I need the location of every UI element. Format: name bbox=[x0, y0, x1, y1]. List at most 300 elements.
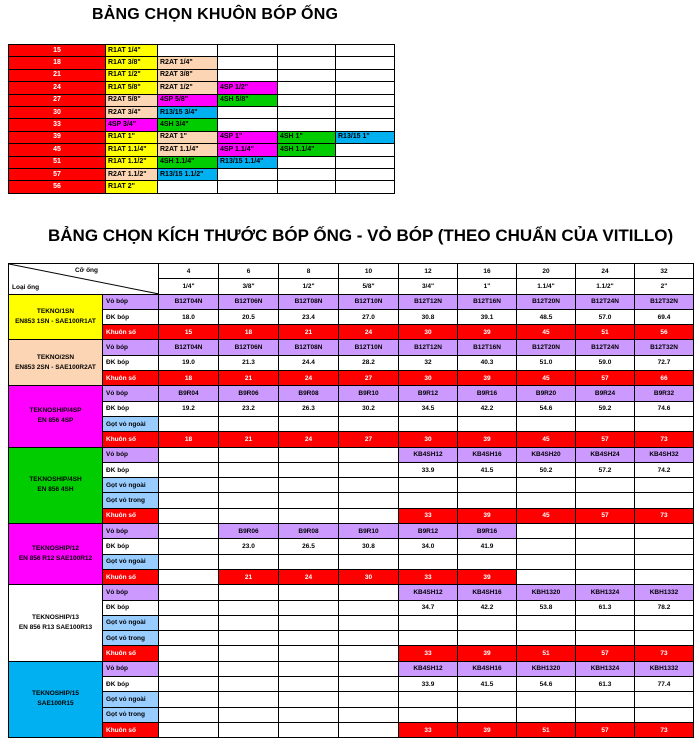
spec-label: Gọt vỏ trong bbox=[103, 707, 159, 722]
spec-value-cell bbox=[517, 478, 576, 493]
hose-group-name: TEKNO/1SN EN853 1SN - SAE100R1AT bbox=[9, 294, 103, 340]
spec-value-cell bbox=[576, 569, 635, 584]
spec-row bbox=[9, 462, 694, 477]
spec-value-cell: 21 bbox=[219, 569, 279, 584]
spec-value-cell bbox=[339, 646, 399, 661]
spec-value-cell: B12T20N bbox=[517, 340, 576, 355]
hose-type-cell: R1AT 1/2" bbox=[106, 69, 158, 81]
spec-value-cell bbox=[399, 692, 458, 707]
spec-row bbox=[9, 340, 694, 355]
spec-value-cell: 39 bbox=[458, 325, 517, 340]
spec-value-cell bbox=[159, 615, 219, 630]
spec-value-cell: KB4SH24 bbox=[576, 447, 635, 462]
spec-value-cell: 72.7 bbox=[635, 355, 694, 370]
spec-row bbox=[9, 692, 694, 707]
hose-type-cell: R2AT 5/8" bbox=[106, 94, 158, 106]
hose-group-name: TEKNOSHIP/12 EN 856 R12 SAE100R12 bbox=[9, 524, 103, 585]
spec-value-cell: B9R16 bbox=[458, 524, 517, 539]
spec-value-cell: 42.2 bbox=[458, 401, 517, 416]
spec-value-cell: 57.0 bbox=[576, 309, 635, 324]
spec-value-cell bbox=[159, 677, 219, 692]
spec-value-cell: KBH1324 bbox=[576, 661, 635, 676]
spec-value-cell: 57 bbox=[576, 722, 635, 737]
spec-value-cell bbox=[159, 447, 219, 462]
spec-value-cell: 78.2 bbox=[635, 600, 694, 615]
hose-type-cell: 4SH 1.1/4" bbox=[278, 144, 336, 156]
hose-type-cell bbox=[158, 45, 218, 57]
spec-value-cell bbox=[339, 631, 399, 646]
hose-type-cell bbox=[278, 156, 336, 168]
spec-row bbox=[9, 478, 694, 493]
spec-value-cell: 54.6 bbox=[517, 677, 576, 692]
spec-value-cell bbox=[339, 447, 399, 462]
spec-value-cell: B12T32N bbox=[635, 294, 694, 309]
spec-value-cell: 45 bbox=[517, 371, 576, 386]
spec-value-cell bbox=[339, 478, 399, 493]
spec-value-cell bbox=[635, 569, 694, 584]
spec-value-cell bbox=[458, 615, 517, 630]
spec-value-cell: B9R12 bbox=[399, 524, 458, 539]
spec-value-cell: B12T08N bbox=[279, 340, 339, 355]
spec-value-cell bbox=[219, 692, 279, 707]
spec-label: Gọt vỏ trong bbox=[103, 631, 159, 646]
hose-type-cell: R1AT 1" bbox=[106, 131, 158, 143]
hose-type-cell bbox=[336, 156, 395, 168]
spec-value-cell bbox=[219, 707, 279, 722]
spec-row bbox=[9, 386, 694, 401]
spec-value-cell: B12T10N bbox=[339, 340, 399, 355]
spec-value-cell bbox=[339, 493, 399, 508]
spec-value-cell bbox=[279, 631, 339, 646]
spec-value-cell bbox=[339, 615, 399, 630]
spec-value-cell bbox=[517, 416, 576, 431]
spec-value-cell: 33 bbox=[399, 569, 458, 584]
hose-type-cell bbox=[278, 119, 336, 131]
spec-value-cell: KB4SH12 bbox=[399, 661, 458, 676]
spec-value-cell bbox=[517, 631, 576, 646]
spec-value-cell bbox=[458, 493, 517, 508]
hose-type-cell: 4SH 3/4" bbox=[158, 119, 218, 131]
spec-row bbox=[9, 569, 694, 584]
spec-value-cell bbox=[635, 416, 694, 431]
size-number-header: 32 bbox=[635, 264, 694, 279]
hose-type-cell bbox=[336, 106, 395, 118]
spec-value-cell: KBH1332 bbox=[635, 585, 694, 600]
spec-value-cell bbox=[635, 478, 694, 493]
die-size-cell: 45 bbox=[9, 144, 106, 156]
spec-value-cell: 28.2 bbox=[339, 355, 399, 370]
hose-type-cell bbox=[218, 69, 278, 81]
spec-label: ĐK bóp bbox=[103, 309, 159, 324]
spec-value-cell: B9R32 bbox=[635, 386, 694, 401]
spec-value-cell bbox=[517, 493, 576, 508]
spec-value-cell: 21 bbox=[219, 432, 279, 447]
die-table-row bbox=[9, 106, 395, 118]
spec-label: Gọt vỏ ngoài bbox=[103, 416, 159, 431]
spec-value-cell: 61.3 bbox=[576, 600, 635, 615]
spec-value-cell bbox=[517, 569, 576, 584]
die-size-cell: 33 bbox=[9, 119, 106, 131]
spec-value-cell bbox=[159, 707, 219, 722]
spec-value-cell: 57 bbox=[576, 508, 635, 523]
spec-row bbox=[9, 371, 694, 386]
spec-value-cell bbox=[576, 631, 635, 646]
spec-value-cell: 27 bbox=[339, 432, 399, 447]
die-table-title: BẢNG CHỌN KHUÔN BÓP ỐNG bbox=[92, 6, 339, 23]
size-number-header: 4 bbox=[159, 264, 219, 279]
spec-value-cell: 24 bbox=[279, 432, 339, 447]
spec-value-cell bbox=[399, 478, 458, 493]
hose-type-cell: 4SH 1.1/4" bbox=[158, 156, 218, 168]
spec-label: Vỏ bóp bbox=[103, 447, 159, 462]
spec-value-cell bbox=[576, 416, 635, 431]
spec-value-cell: KBH1332 bbox=[635, 661, 694, 676]
hose-type-cell: R2AT 1.1/2" bbox=[106, 168, 158, 180]
spec-value-cell: B12T06N bbox=[219, 294, 279, 309]
spec-value-cell: 56 bbox=[635, 325, 694, 340]
spec-value-cell: KB4SH16 bbox=[458, 661, 517, 676]
spec-value-cell bbox=[219, 677, 279, 692]
die-size-cell: 39 bbox=[9, 131, 106, 143]
die-size-cell: 15 bbox=[9, 45, 106, 57]
hose-type-cell: R2AT 3/4" bbox=[106, 106, 158, 118]
spec-value-cell bbox=[576, 539, 635, 554]
spec-value-cell: 45 bbox=[517, 325, 576, 340]
hose-type-cell bbox=[158, 181, 218, 193]
spec-value-cell: 39 bbox=[458, 432, 517, 447]
spec-value-cell bbox=[339, 722, 399, 737]
spec-value-cell bbox=[219, 631, 279, 646]
size-inch-header: 1/2" bbox=[279, 279, 339, 294]
spec-value-cell: 51 bbox=[517, 722, 576, 737]
spec-value-cell bbox=[279, 508, 339, 523]
spec-value-cell: B12T12N bbox=[399, 340, 458, 355]
hose-type-cell: R1AT 1/4" bbox=[106, 45, 158, 57]
spec-value-cell: 48.5 bbox=[517, 309, 576, 324]
spec-value-cell: B9R12 bbox=[399, 386, 458, 401]
spec-value-cell: 74.6 bbox=[635, 401, 694, 416]
spec-value-cell bbox=[159, 524, 219, 539]
size-number-header: 20 bbox=[517, 264, 576, 279]
hose-type-cell: R13/15 1.1/4" bbox=[218, 156, 278, 168]
hose-type-cell bbox=[336, 82, 395, 94]
spec-value-cell: 24 bbox=[339, 325, 399, 340]
spec-value-cell: 27.0 bbox=[339, 309, 399, 324]
spec-row bbox=[9, 493, 694, 508]
hose-group-name: TEKNOSHIP/15 SAE100R15 bbox=[9, 661, 103, 737]
spec-value-cell: B12T12N bbox=[399, 294, 458, 309]
spec-value-cell bbox=[219, 554, 279, 569]
spec-value-cell bbox=[219, 646, 279, 661]
die-table-row bbox=[9, 82, 395, 94]
spec-value-cell: 51 bbox=[576, 325, 635, 340]
spec-label: ĐK bóp bbox=[103, 677, 159, 692]
size-inch-header: 2" bbox=[635, 279, 694, 294]
spec-row bbox=[9, 447, 694, 462]
spec-value-cell bbox=[279, 585, 339, 600]
hose-type-cell bbox=[336, 94, 395, 106]
spec-value-cell bbox=[399, 554, 458, 569]
spec-value-cell: B12T16N bbox=[458, 340, 517, 355]
hose-group-name: TEKNOSHIP/4SP EN 856 4SP bbox=[9, 386, 103, 447]
spec-value-cell bbox=[399, 416, 458, 431]
spec-value-cell bbox=[458, 554, 517, 569]
die-table-row bbox=[9, 69, 395, 81]
spec-value-cell: B9R10 bbox=[339, 524, 399, 539]
spec-value-cell bbox=[159, 661, 219, 676]
spec-value-cell: 19.0 bbox=[159, 355, 219, 370]
die-size-cell: 18 bbox=[9, 57, 106, 69]
spec-value-cell bbox=[279, 493, 339, 508]
spec-value-cell: 30 bbox=[399, 325, 458, 340]
spec-row bbox=[9, 416, 694, 431]
spec-label: Gọt vỏ ngoài bbox=[103, 692, 159, 707]
hose-type-cell: R2AT 3/8" bbox=[158, 69, 218, 81]
spec-value-cell bbox=[458, 416, 517, 431]
spec-value-cell: KB4SH12 bbox=[399, 585, 458, 600]
spec-value-cell bbox=[399, 707, 458, 722]
spec-value-cell: 18 bbox=[159, 371, 219, 386]
hose-type-cell: 4SP 3/4" bbox=[106, 119, 158, 131]
spec-value-cell: 30.8 bbox=[339, 539, 399, 554]
spec-value-cell bbox=[339, 508, 399, 523]
spec-label: Gọt vỏ trong bbox=[103, 493, 159, 508]
spec-value-cell bbox=[219, 462, 279, 477]
spec-label: Khuôn số bbox=[103, 432, 159, 447]
col-label: Cỡ ống bbox=[74, 267, 98, 274]
spec-value-cell: 21 bbox=[219, 371, 279, 386]
hose-type-cell: R1AT 5/8" bbox=[106, 82, 158, 94]
hose-type-cell bbox=[278, 181, 336, 193]
spec-value-cell bbox=[279, 447, 339, 462]
spec-value-cell: 59.2 bbox=[576, 401, 635, 416]
spec-value-cell: B9R24 bbox=[576, 386, 635, 401]
hose-type-cell bbox=[218, 45, 278, 57]
hose-type-cell: R13/15 1.1/2" bbox=[158, 168, 218, 180]
spec-value-cell: 33 bbox=[399, 508, 458, 523]
spec-value-cell: 30 bbox=[399, 432, 458, 447]
spec-value-cell bbox=[339, 416, 399, 431]
spec-value-cell: B9R08 bbox=[279, 386, 339, 401]
spec-value-cell: 50.2 bbox=[517, 462, 576, 477]
spec-value-cell bbox=[279, 692, 339, 707]
spec-label: Vỏ bóp bbox=[103, 340, 159, 355]
die-table-row bbox=[9, 181, 395, 193]
hose-type-cell bbox=[278, 69, 336, 81]
spec-value-cell: 45 bbox=[517, 508, 576, 523]
spec-value-cell bbox=[279, 661, 339, 676]
spec-value-cell bbox=[159, 722, 219, 737]
spec-value-cell bbox=[219, 585, 279, 600]
spec-value-cell bbox=[279, 722, 339, 737]
die-size-cell: 30 bbox=[9, 106, 106, 118]
spec-value-cell: 18.0 bbox=[159, 309, 219, 324]
spec-value-cell: KB4SH12 bbox=[399, 447, 458, 462]
spec-value-cell bbox=[458, 478, 517, 493]
die-table-row bbox=[9, 94, 395, 106]
spec-value-cell: 30.8 bbox=[399, 309, 458, 324]
spec-value-cell bbox=[399, 615, 458, 630]
size-inch-header: 3/4" bbox=[399, 279, 458, 294]
hose-type-cell bbox=[336, 144, 395, 156]
spec-value-cell: 26.5 bbox=[279, 539, 339, 554]
hose-type-cell: R1AT 1.1/4" bbox=[106, 144, 158, 156]
spec-value-cell: 33 bbox=[399, 646, 458, 661]
spec-value-cell bbox=[279, 462, 339, 477]
spec-value-cell bbox=[635, 524, 694, 539]
spec-value-cell bbox=[458, 692, 517, 707]
hose-type-cell bbox=[278, 106, 336, 118]
spec-value-cell: 77.4 bbox=[635, 677, 694, 692]
spec-label: ĐK bóp bbox=[103, 539, 159, 554]
hose-type-cell: 4SP 1" bbox=[218, 131, 278, 143]
spec-value-cell: 39 bbox=[458, 722, 517, 737]
spec-label: Khuôn số bbox=[103, 722, 159, 737]
die-size-cell: 24 bbox=[9, 82, 106, 94]
spec-value-cell bbox=[576, 707, 635, 722]
spec-value-cell bbox=[339, 707, 399, 722]
spec-row bbox=[9, 661, 694, 676]
spec-value-cell: 41.9 bbox=[458, 539, 517, 554]
spec-value-cell: 34.5 bbox=[399, 401, 458, 416]
spec-value-cell: B9R04 bbox=[159, 386, 219, 401]
spec-value-cell bbox=[339, 692, 399, 707]
spec-label: Vỏ bóp bbox=[103, 386, 159, 401]
spec-value-cell bbox=[219, 493, 279, 508]
spec-value-cell: 51 bbox=[517, 646, 576, 661]
spec-value-cell bbox=[517, 692, 576, 707]
spec-value-cell: B12T06N bbox=[219, 340, 279, 355]
spec-row bbox=[9, 294, 694, 309]
spec-value-cell: 53.8 bbox=[517, 600, 576, 615]
hose-type-cell: R1AT 3/8" bbox=[106, 57, 158, 69]
spec-value-cell bbox=[399, 631, 458, 646]
hose-type-cell: 4SH 5/8" bbox=[218, 94, 278, 106]
spec-value-cell: 61.3 bbox=[576, 677, 635, 692]
spec-row bbox=[9, 722, 694, 737]
spec-label: Gọt vỏ ngoài bbox=[103, 615, 159, 630]
spec-label: ĐK bóp bbox=[103, 462, 159, 477]
spec-value-cell bbox=[279, 646, 339, 661]
spec-value-cell: 73 bbox=[635, 432, 694, 447]
spec-value-cell: 33.9 bbox=[399, 462, 458, 477]
spec-value-cell: 66 bbox=[635, 371, 694, 386]
spec-value-cell bbox=[159, 600, 219, 615]
spec-value-cell: 74.2 bbox=[635, 462, 694, 477]
spec-value-cell bbox=[279, 677, 339, 692]
hose-type-cell bbox=[336, 45, 395, 57]
spec-value-cell: KBH1320 bbox=[517, 585, 576, 600]
spec-value-cell bbox=[517, 615, 576, 630]
spec-value-cell bbox=[576, 692, 635, 707]
size-number-header: 12 bbox=[399, 264, 458, 279]
spec-value-cell: KBH1324 bbox=[576, 585, 635, 600]
spec-value-cell bbox=[399, 493, 458, 508]
spec-value-cell bbox=[159, 554, 219, 569]
spec-label: ĐK bóp bbox=[103, 600, 159, 615]
spec-row bbox=[9, 646, 694, 661]
spec-value-cell bbox=[458, 707, 517, 722]
spec-value-cell bbox=[279, 615, 339, 630]
spec-value-cell: 57 bbox=[576, 432, 635, 447]
spec-value-cell bbox=[635, 615, 694, 630]
size-number-header: 24 bbox=[576, 264, 635, 279]
hose-type-cell: R2AT 1" bbox=[158, 131, 218, 143]
spec-value-cell bbox=[159, 631, 219, 646]
spec-value-cell: B12T04N bbox=[159, 340, 219, 355]
hose-group-name: TEKNO/2SN EN853 2SN - SAE100R2AT bbox=[9, 340, 103, 386]
spec-label: ĐK bóp bbox=[103, 355, 159, 370]
spec-label: Gọt vỏ ngoài bbox=[103, 478, 159, 493]
spec-value-cell bbox=[279, 478, 339, 493]
spec-value-cell: B9R16 bbox=[458, 386, 517, 401]
spec-value-cell: 57 bbox=[576, 646, 635, 661]
spec-value-cell bbox=[339, 661, 399, 676]
spec-value-cell bbox=[576, 554, 635, 569]
spec-value-cell bbox=[517, 524, 576, 539]
spec-label: Vỏ bóp bbox=[103, 661, 159, 676]
spec-row bbox=[9, 615, 694, 630]
spec-value-cell bbox=[219, 600, 279, 615]
spec-label: Vỏ bóp bbox=[103, 585, 159, 600]
spec-value-cell bbox=[517, 539, 576, 554]
spec-value-cell bbox=[219, 447, 279, 462]
die-table-row bbox=[9, 156, 395, 168]
spec-value-cell: 34.0 bbox=[399, 539, 458, 554]
spec-value-cell bbox=[159, 569, 219, 584]
hose-type-cell bbox=[278, 45, 336, 57]
spec-value-cell: B9R10 bbox=[339, 386, 399, 401]
spec-value-cell: 57 bbox=[576, 371, 635, 386]
spec-value-cell: B12T04N bbox=[159, 294, 219, 309]
spec-value-cell: 59.0 bbox=[576, 355, 635, 370]
row-label: Loại ống bbox=[12, 283, 40, 291]
header-corner bbox=[9, 264, 159, 295]
spec-value-cell bbox=[219, 722, 279, 737]
spec-value-cell: 27 bbox=[339, 371, 399, 386]
spec-value-cell: KB4SH16 bbox=[458, 585, 517, 600]
spec-label: Khuôn số bbox=[103, 371, 159, 386]
spec-value-cell: 23.0 bbox=[219, 539, 279, 554]
spec-value-cell bbox=[339, 600, 399, 615]
hose-type-cell bbox=[218, 106, 278, 118]
spec-row bbox=[9, 539, 694, 554]
spec-value-cell: 23.2 bbox=[219, 401, 279, 416]
spec-value-cell: B12T08N bbox=[279, 294, 339, 309]
spec-value-cell: KB4SH32 bbox=[635, 447, 694, 462]
spec-value-cell bbox=[635, 539, 694, 554]
hose-type-cell: 4SP 1/2" bbox=[218, 82, 278, 94]
spec-value-cell: 39 bbox=[458, 569, 517, 584]
hose-group-name: TEKNOSHIP/13 EN 856 R13 SAE100R13 bbox=[9, 585, 103, 661]
spec-value-cell: 24.4 bbox=[279, 355, 339, 370]
spec-value-cell bbox=[635, 554, 694, 569]
spec-value-cell bbox=[339, 677, 399, 692]
die-table-row bbox=[9, 57, 395, 69]
spec-value-cell bbox=[219, 478, 279, 493]
spec-value-cell: 30 bbox=[339, 569, 399, 584]
spec-value-cell bbox=[635, 692, 694, 707]
die-size-cell: 21 bbox=[9, 69, 106, 81]
spec-row bbox=[9, 677, 694, 692]
spec-value-cell: 45 bbox=[517, 432, 576, 447]
hose-type-cell bbox=[336, 181, 395, 193]
crimp-size-table bbox=[8, 263, 694, 738]
hose-type-cell: 4SP 1.1/4" bbox=[218, 144, 278, 156]
spec-value-cell: 33.9 bbox=[399, 677, 458, 692]
spec-value-cell bbox=[159, 539, 219, 554]
hose-type-cell: R1AT 2" bbox=[106, 181, 158, 193]
